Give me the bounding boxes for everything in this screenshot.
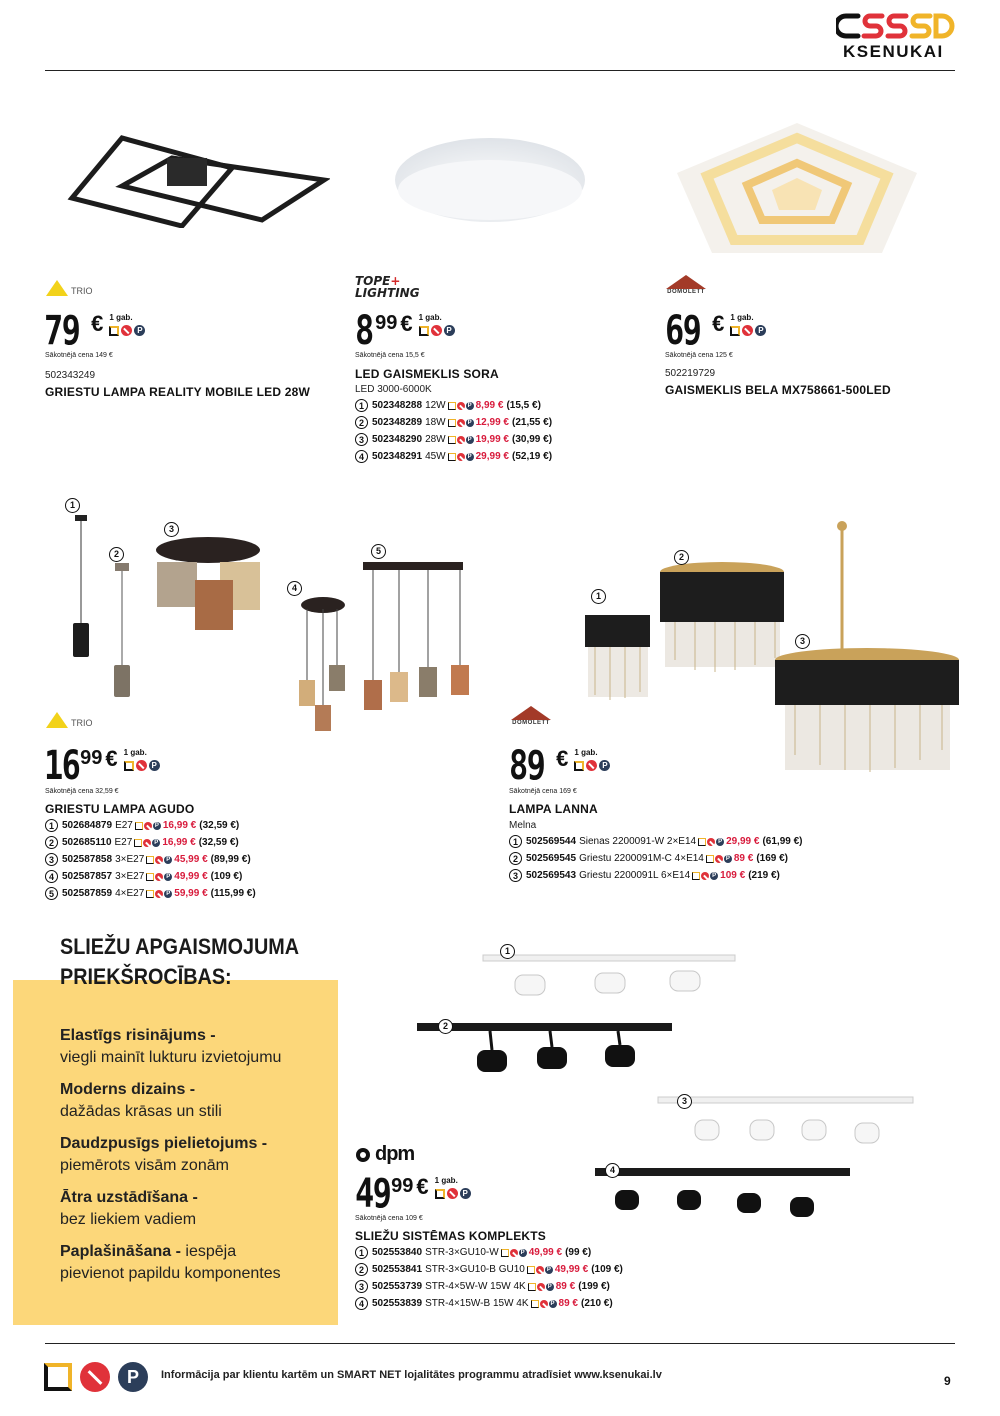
domolett-logo-icon bbox=[511, 706, 551, 720]
header-divider bbox=[45, 70, 955, 71]
variant-n: 2 bbox=[355, 1263, 368, 1276]
smart-net-icon bbox=[136, 760, 147, 771]
variant-n: 3 bbox=[355, 433, 368, 446]
variant-code: 502553739 bbox=[372, 1281, 423, 1292]
smart-net-icon bbox=[540, 1300, 548, 1308]
product-title[interactable]: LED GAISMEKLIS SORA bbox=[355, 367, 499, 381]
variant-n: 2 bbox=[509, 852, 522, 865]
marker-4: 4 bbox=[605, 1163, 620, 1178]
smart-net-icon bbox=[431, 325, 442, 336]
variant-spec: 45W bbox=[425, 451, 446, 462]
card-icon bbox=[501, 1249, 509, 1257]
variant-code: 502587859 bbox=[62, 888, 113, 899]
variant-price: 49,99 € bbox=[554, 1264, 589, 1275]
variant-n: 4 bbox=[355, 1297, 368, 1310]
marker-5: 5 bbox=[371, 544, 386, 559]
variant-row[interactable] bbox=[355, 415, 552, 430]
variant-orig: (115,99 €) bbox=[210, 888, 256, 899]
variant-spec: 28W bbox=[425, 434, 446, 445]
smart-net-icon bbox=[457, 402, 465, 410]
variant-orig: (52,19 €) bbox=[512, 451, 553, 462]
loyalty-p-icon: P bbox=[547, 1283, 552, 1290]
variant-code: 502553841 bbox=[372, 1264, 423, 1275]
loyalty-p-icon: P bbox=[546, 1266, 551, 1273]
marker-2: 2 bbox=[674, 550, 689, 565]
variant-row[interactable] bbox=[355, 1245, 623, 1260]
variant-price: 89 € bbox=[558, 1298, 578, 1309]
card-icon bbox=[146, 873, 154, 881]
variant-code: 502348290 bbox=[372, 434, 423, 445]
loyalty-p-icon: P bbox=[460, 1188, 471, 1199]
card-icon bbox=[706, 855, 714, 863]
variant-spec: Griestu 2200091M-C 4×E14 bbox=[579, 853, 704, 864]
variant-code: 502685110 bbox=[62, 837, 112, 848]
variant-price: 16,99 € bbox=[162, 820, 197, 831]
variant-price: 12,99 € bbox=[475, 417, 509, 428]
card-icon bbox=[124, 761, 134, 771]
variant-price: 49,99 € bbox=[174, 871, 208, 882]
footer-divider bbox=[45, 1343, 955, 1344]
variant-price: 8,99 € bbox=[475, 400, 504, 411]
sora-lamp-image bbox=[390, 130, 590, 230]
marker-1: 1 bbox=[65, 498, 80, 513]
track-lights-image bbox=[415, 945, 915, 1225]
benefit-item: Moderns dizains - dažādas krāsas un stili bbox=[60, 1081, 222, 1120]
marker-3: 3 bbox=[164, 522, 179, 537]
brand-domolett: DOMOLETT bbox=[666, 275, 706, 295]
variant-orig: (89,99 €) bbox=[210, 854, 251, 865]
variant-code: 502348288 bbox=[372, 400, 423, 411]
loyalty-p-icon: P bbox=[712, 872, 717, 879]
product-title[interactable]: LAMPA LANNA bbox=[509, 802, 598, 816]
price-lanna: 89 € 1 gab. P bbox=[509, 748, 610, 784]
variant-code: 502587858 bbox=[62, 854, 113, 865]
price-agudo: 16 99 € 1 gab. P bbox=[44, 748, 160, 784]
loyalty-p-icon: P bbox=[550, 1300, 555, 1307]
loyalty-p-icon: P bbox=[467, 402, 472, 409]
price-sora: 8 99 € 1 gab. P bbox=[355, 313, 455, 349]
original-price: Sākotnējā cena 15,5 € bbox=[355, 352, 425, 359]
variant-spec: E27 bbox=[115, 820, 133, 831]
variant-row[interactable] bbox=[45, 869, 256, 884]
reality-lamp-image bbox=[62, 128, 330, 228]
variant-n: 5 bbox=[45, 887, 58, 900]
price-reality: 79 € 1 gab. P bbox=[44, 313, 145, 349]
loyalty-p-icon: P bbox=[467, 453, 472, 460]
card-icon bbox=[448, 453, 456, 461]
price-bela: 69 € 1 gab. P bbox=[665, 313, 766, 349]
card-icon bbox=[109, 326, 119, 336]
panel-title: SLIEŽU APGAISMOJUMA PRIEKŠROCĪBAS: bbox=[60, 934, 300, 989]
marker-4: 4 bbox=[287, 581, 302, 596]
variant-row[interactable] bbox=[509, 834, 803, 849]
loyalty-p-icon: P bbox=[599, 760, 610, 771]
variant-row[interactable] bbox=[355, 449, 552, 464]
marker-2: 2 bbox=[438, 1019, 453, 1034]
variant-spec: Sienas 2200091-W 2×E14 bbox=[579, 836, 697, 847]
trio-logo-icon bbox=[46, 712, 68, 728]
variant-row[interactable] bbox=[509, 868, 803, 883]
variant-row[interactable] bbox=[45, 835, 256, 850]
marker-1: 1 bbox=[591, 589, 606, 604]
footer-info: Informācija par klientu kartēm un SMART NET lojalitātes programmu atradīsiet www.ksenukai.lv bbox=[161, 1369, 662, 1381]
variant-orig: (32,59 €) bbox=[199, 820, 240, 831]
smart-net-icon bbox=[707, 838, 715, 846]
variant-list bbox=[355, 1245, 623, 1311]
variant-code: 502553839 bbox=[372, 1298, 423, 1309]
smart-net-icon bbox=[447, 1188, 458, 1199]
card-icon bbox=[44, 1363, 72, 1391]
smart-net-icon bbox=[742, 325, 753, 336]
brand-trio: TRIO bbox=[46, 712, 93, 728]
variant-row[interactable] bbox=[45, 886, 256, 901]
variant-row[interactable] bbox=[355, 1262, 623, 1277]
marker-3: 3 bbox=[795, 634, 810, 649]
brand-dpm: dpm bbox=[355, 1143, 414, 1166]
loyalty-p-icon: P bbox=[755, 325, 766, 336]
product-subtitle: Melna bbox=[509, 820, 537, 831]
card-icon bbox=[435, 1189, 445, 1199]
card-icon bbox=[692, 872, 700, 880]
variant-orig: (30,99 €) bbox=[512, 434, 553, 445]
brand-logo-text[interactable]: KSENUKAI bbox=[843, 42, 944, 61]
variant-spec: STR-4×15W-B 15W 4K bbox=[425, 1298, 529, 1309]
variant-code: 502569544 bbox=[526, 836, 577, 847]
variant-code: 502553840 bbox=[372, 1247, 423, 1258]
variant-n: 4 bbox=[45, 870, 58, 883]
variant-spec: 3×E27 bbox=[115, 854, 145, 865]
variant-orig: (199 €) bbox=[578, 1281, 610, 1292]
product-subtitle: LED 3000-6000K bbox=[355, 384, 432, 395]
benefit-item: Elastīgs risinājums - viegli mainīt lukturu izvietojumu bbox=[60, 1027, 282, 1066]
card-icon bbox=[419, 326, 429, 336]
variant-n: 1 bbox=[45, 819, 58, 832]
variant-spec: 4×E27 bbox=[115, 888, 145, 899]
variant-spec: 12W bbox=[425, 400, 446, 411]
agudo-lamps-image bbox=[55, 505, 485, 750]
card-icon bbox=[146, 890, 154, 898]
smart-net-icon bbox=[457, 436, 465, 444]
variant-n: 2 bbox=[355, 416, 368, 429]
marker-1: 1 bbox=[500, 944, 515, 959]
product-sku: 502219729 bbox=[665, 368, 716, 379]
dpm-logo-icon bbox=[355, 1147, 371, 1163]
variant-spec: Griestu 2200091L 6×E14 bbox=[579, 870, 691, 881]
card-icon bbox=[448, 419, 456, 427]
loyalty-p-icon: P bbox=[149, 760, 160, 771]
original-price: Sākotnējā cena 149 € bbox=[45, 352, 113, 359]
variant-orig: (169 €) bbox=[756, 853, 789, 864]
benefit-item: Ātra uzstādīšana - bez liekiem vadiem bbox=[60, 1189, 198, 1228]
smart-net-icon bbox=[586, 760, 597, 771]
card-icon bbox=[527, 1266, 535, 1274]
loyalty-p-icon: P bbox=[154, 839, 159, 846]
smart-net-icon bbox=[155, 890, 163, 898]
variant-list bbox=[45, 818, 256, 901]
marker-3: 3 bbox=[677, 1094, 692, 1109]
variant-list bbox=[355, 398, 552, 464]
brand-tope-lighting: TOPE+ LIGHTING bbox=[355, 274, 420, 300]
loyalty-p-icon: P bbox=[166, 890, 171, 897]
card-icon bbox=[135, 822, 143, 830]
smart-net-icon bbox=[715, 855, 723, 863]
variant-n: 1 bbox=[355, 1246, 368, 1259]
variant-orig: (15,5 €) bbox=[506, 400, 541, 411]
variant-orig: (61,99 €) bbox=[762, 836, 803, 847]
marker-2: 2 bbox=[109, 547, 124, 562]
product-sku: 502343249 bbox=[45, 370, 96, 381]
variant-n: 2 bbox=[45, 836, 58, 849]
product-title[interactable]: GRIESTU LAMPA REALITY MOBILE LED 28W bbox=[45, 385, 310, 399]
variant-n: 3 bbox=[45, 853, 58, 866]
variant-spec: 18W bbox=[425, 417, 446, 428]
variant-code: 502569543 bbox=[526, 870, 577, 881]
variant-price: 29,99 € bbox=[726, 836, 760, 847]
variant-n: 4 bbox=[355, 450, 368, 463]
smart-net-icon bbox=[510, 1249, 518, 1257]
footer-icons bbox=[44, 1362, 148, 1392]
card-icon bbox=[531, 1300, 539, 1308]
variant-row[interactable] bbox=[355, 398, 552, 413]
variant-code: 502569545 bbox=[526, 853, 577, 864]
variant-row[interactable] bbox=[355, 1296, 623, 1311]
variant-price: 19,99 € bbox=[475, 434, 509, 445]
smart-net-icon bbox=[80, 1362, 110, 1392]
card-icon bbox=[448, 436, 456, 444]
smart-net-icon bbox=[457, 453, 465, 461]
original-price: Sākotnējā cena 32,59 € bbox=[45, 788, 119, 795]
variant-code: 502348289 bbox=[372, 417, 423, 428]
variant-n: 3 bbox=[355, 1280, 368, 1293]
smart-net-icon bbox=[537, 1283, 545, 1291]
loyalty-p-icon: P bbox=[166, 873, 171, 880]
brand-trio: TRIO bbox=[46, 280, 93, 296]
variant-row[interactable] bbox=[45, 818, 256, 833]
variant-price: 89 € bbox=[733, 853, 754, 864]
loyalty-p-icon: P bbox=[166, 856, 171, 863]
variant-price: 89 € bbox=[555, 1281, 576, 1292]
variant-orig: (109 €) bbox=[210, 871, 243, 882]
card-icon bbox=[448, 402, 456, 410]
variant-code: 502684879 bbox=[62, 820, 113, 831]
bela-lamp-image bbox=[672, 118, 922, 258]
variant-orig: (109 €) bbox=[591, 1264, 623, 1275]
smart-net-icon bbox=[536, 1266, 544, 1274]
trio-logo-icon bbox=[46, 280, 68, 296]
card-icon bbox=[574, 761, 584, 771]
smart-net-icon bbox=[701, 872, 709, 880]
variant-row[interactable] bbox=[355, 432, 552, 447]
card-icon bbox=[528, 1283, 536, 1291]
variant-list bbox=[509, 834, 803, 883]
variant-price: 45,99 € bbox=[174, 854, 208, 865]
ksenukai-logo-mark bbox=[836, 10, 956, 42]
loyalty-p-icon: P bbox=[444, 325, 455, 336]
smart-net-icon bbox=[144, 822, 152, 830]
product-title[interactable]: SLIEŽU SISTĒMAS KOMPLEKTS bbox=[355, 1229, 547, 1243]
loyalty-p-icon: P bbox=[467, 436, 472, 443]
loyalty-p-icon: P bbox=[718, 838, 723, 845]
product-title[interactable]: GAISMEKLIS BELA MX758661-500LED bbox=[665, 383, 891, 397]
variant-orig: (219 €) bbox=[748, 870, 780, 881]
product-title[interactable]: GRIESTU LAMPA AGUDO bbox=[45, 802, 195, 816]
variant-price: 59,99 € bbox=[174, 888, 208, 899]
variant-n: 1 bbox=[509, 835, 522, 848]
variant-price: 109 € bbox=[720, 870, 746, 881]
smart-net-icon bbox=[121, 325, 132, 336]
variant-spec: STR-3×GU10-W bbox=[425, 1247, 499, 1258]
variant-orig: (210 €) bbox=[581, 1298, 613, 1309]
variant-n: 1 bbox=[355, 399, 368, 412]
lanna-lamps-image bbox=[580, 520, 960, 775]
variant-code: 502348291 bbox=[372, 451, 423, 462]
variant-row[interactable] bbox=[355, 1279, 623, 1294]
smart-net-icon bbox=[143, 839, 151, 847]
card-icon bbox=[134, 839, 142, 847]
loyalty-p-icon: P bbox=[118, 1362, 148, 1392]
original-price: Sākotnējā cena 169 € bbox=[509, 788, 577, 795]
variant-code: 502587857 bbox=[62, 871, 113, 882]
variant-orig: (21,55 €) bbox=[512, 417, 553, 428]
variant-spec: E27 bbox=[114, 837, 133, 848]
variant-row[interactable] bbox=[45, 852, 256, 867]
loyalty-p-icon: P bbox=[725, 855, 730, 862]
card-icon bbox=[698, 838, 706, 846]
loyalty-p-icon: P bbox=[467, 419, 472, 426]
benefit-item: Daudzpusīgs pielietojums - piemērots visām zonām bbox=[60, 1135, 268, 1174]
variant-price: 49,99 € bbox=[528, 1247, 563, 1258]
domolett-logo-icon bbox=[666, 275, 706, 289]
variant-orig: (99 €) bbox=[565, 1247, 592, 1258]
variant-spec: STR-4×5W-W 15W 4K bbox=[425, 1281, 526, 1292]
card-icon bbox=[730, 326, 740, 336]
variant-row[interactable] bbox=[509, 851, 803, 866]
variant-price: 16,99 € bbox=[162, 837, 196, 848]
loyalty-p-icon: P bbox=[154, 822, 159, 829]
loyalty-p-icon: P bbox=[520, 1249, 525, 1256]
original-price: Sākotnējā cena 109 € bbox=[355, 1215, 423, 1222]
page-number: 9 bbox=[944, 1374, 951, 1388]
variant-orig: (32,59 €) bbox=[198, 837, 239, 848]
price-track-kit: 49 99 € 1 gab. P bbox=[355, 1176, 471, 1212]
variant-n: 3 bbox=[509, 869, 522, 882]
loyalty-p-icon: P bbox=[134, 325, 145, 336]
original-price: Sākotnējā cena 125 € bbox=[665, 352, 733, 359]
smart-net-icon bbox=[155, 856, 163, 864]
variant-spec: 3×E27 bbox=[115, 871, 145, 882]
smart-net-icon bbox=[457, 419, 465, 427]
variant-price: 29,99 € bbox=[475, 451, 509, 462]
smart-net-icon bbox=[155, 873, 163, 881]
card-icon bbox=[146, 856, 154, 864]
brand-domolett: DOMOLETT bbox=[511, 706, 551, 726]
benefit-item: Paplašināšana - iespēja pievienot papildu komponentes bbox=[60, 1243, 281, 1282]
variant-spec: STR-3×GU10-B GU10 bbox=[425, 1264, 525, 1275]
